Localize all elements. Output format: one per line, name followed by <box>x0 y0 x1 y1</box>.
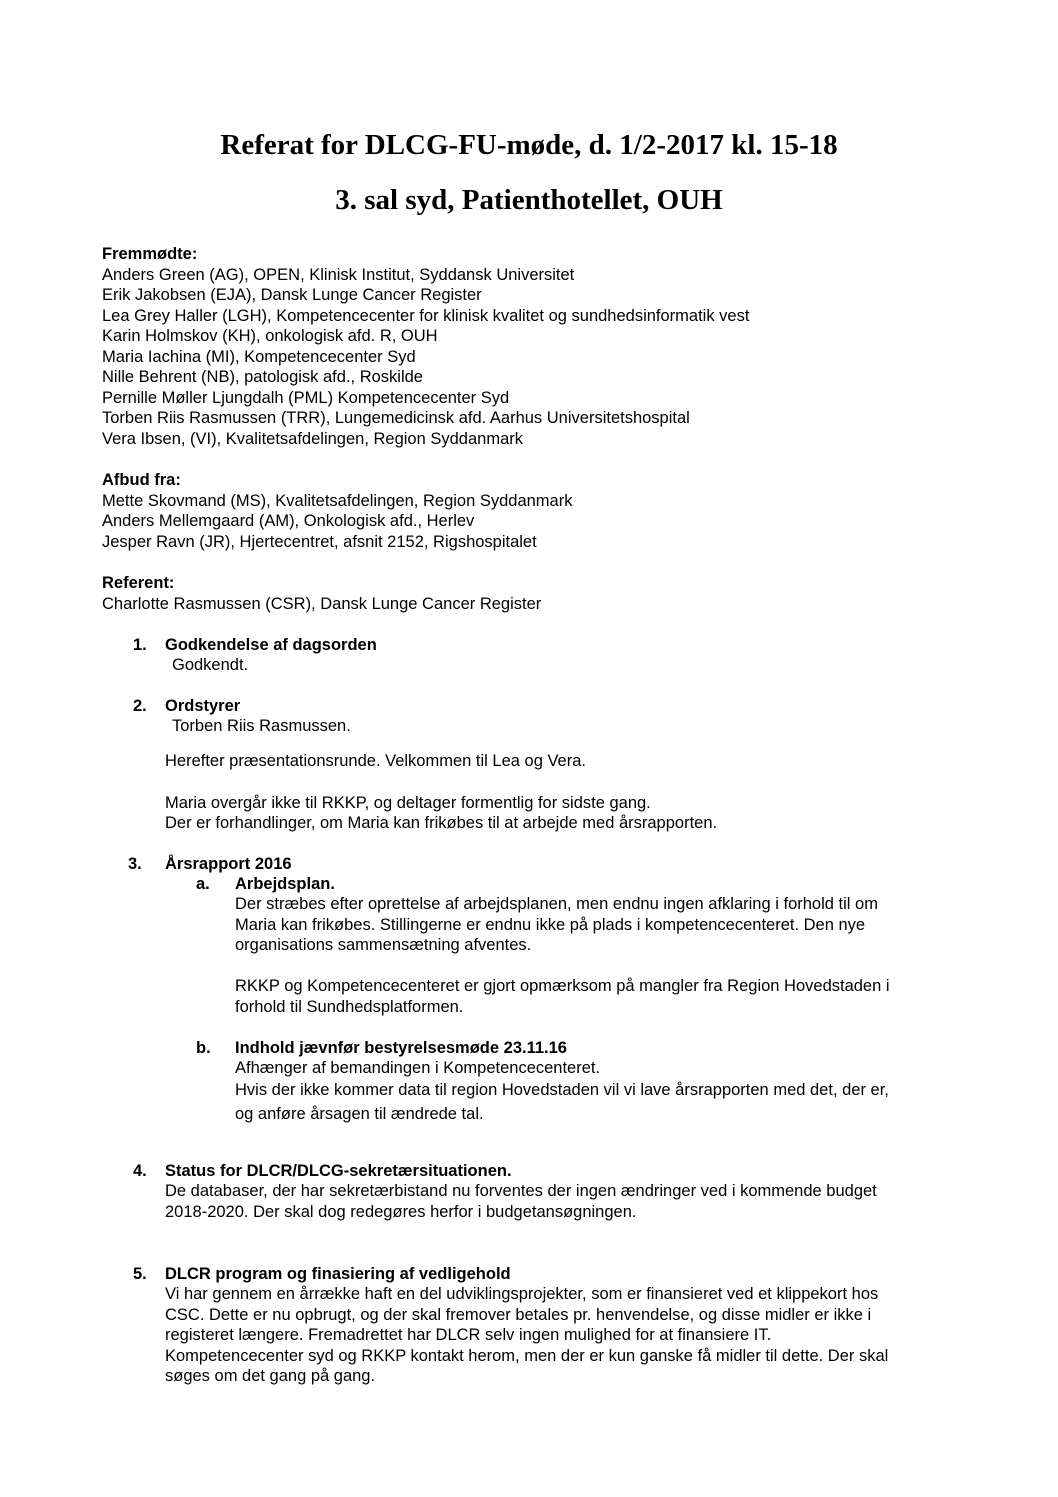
subitem-label: b. <box>196 1039 211 1057</box>
item-title: Godkendelse af dagsorden <box>165 636 377 654</box>
item-number: 1. <box>133 636 147 654</box>
text-line: CSC. Dette er nu opbrugt, og der skal fremover betales pr. henvendelse, og disse midler er ikke i <box>165 1305 872 1324</box>
referent-section <box>102 573 1002 614</box>
item-number: 3. <box>128 855 142 873</box>
item-text <box>165 1181 877 1222</box>
absent-item: Mette Skovmand (MS), Kvalitetsafdelingen, Region Syddanmark <box>102 491 573 510</box>
text-line: 2018-2020. Der skal dog redegøres herfor i budgetansøgningen. <box>165 1202 637 1221</box>
attendee-item: Torben Riis Rasmussen (TRR), Lungemedicinsk afd. Aarhus Universitetshospital <box>102 409 690 427</box>
text-line: Afhænger af bemandingen i Kompetencecenteret. <box>235 1059 601 1077</box>
attendee-item: Vera Ibsen, (VI), Kvalitetsafdelingen, Region Syddanmark <box>102 429 523 448</box>
attendee-item: Maria Iachina (MI), Kompetencecenter Syd <box>102 347 416 366</box>
item-text <box>165 1284 888 1387</box>
text-line: Maria kan frikøbes. Stillingerne er endnu ikke på plads i kompetencecenteret. Den nye <box>235 915 866 934</box>
item-text: Godkendt. <box>172 656 249 674</box>
item-title: DLCR program og finasiering af vedligehold <box>165 1265 511 1283</box>
item-title: Ordstyrer <box>165 697 241 715</box>
text-line: registeret længere. Fremadrettet har DLCR selv ingen mulighed for at finansiere IT. <box>165 1326 772 1344</box>
attendees-heading: Fremmødte: <box>102 245 198 263</box>
attendee-item: Pernille Møller Ljungdalh (PML) Kompetencecenter Syd <box>102 388 510 407</box>
referent-heading: Referent: <box>102 574 175 592</box>
absent-section <box>102 470 1002 552</box>
item-paragraph: Der er forhandlinger, om Maria kan frikøbes til at arbejde med årsrapporten. <box>165 814 718 832</box>
attendees-section <box>102 244 1002 449</box>
subitem-label: a. <box>196 875 210 893</box>
subitem-text <box>235 894 878 956</box>
attendee-item: Nille Behrent (NB), patologisk afd., Roskilde <box>102 368 423 386</box>
text-line: Der stræbes efter oprettelse af arbejdsplanen, men endnu ingen afklaring i forhold til om <box>235 895 878 913</box>
absent-item: Anders Mellemgaard (AM), Onkologisk afd., Herlev <box>102 512 475 530</box>
item-number: 2. <box>133 697 147 715</box>
item-number: 5. <box>133 1265 147 1283</box>
document-subtitle: 3. sal syd, Patienthotellet, OUH <box>335 184 723 216</box>
text-line: forhold til Sundhedsplatformen. <box>235 997 464 1016</box>
text-line: Vi har gennem en årrække haft en del udviklingsprojekter, som er finansieret ved et klippekort hos <box>165 1285 879 1303</box>
item-title: Årsrapport 2016 <box>165 855 292 873</box>
referent-name: Charlotte Rasmussen (CSR), Dansk Lunge Cancer Register <box>102 594 542 613</box>
text-line: RKKP og Kompetencecenteret er gjort opmærksom på mangler fra Region Hovedstaden i <box>235 977 890 995</box>
item-title: Status for DLCR/DLCG-sekretærsituationen. <box>165 1162 512 1180</box>
absent-heading: Afbud fra: <box>102 471 181 489</box>
item-text: Torben Riis Rasmussen. <box>172 717 351 735</box>
text-line: Kompetencecenter syd og RKKP kontakt herom, men der er kun ganske få midler til dette. Der skal <box>165 1346 889 1365</box>
text-line: søges om det gang på gang. <box>165 1367 376 1385</box>
absent-item: Jesper Ravn (JR), Hjertecentret, afsnit 2152, Rigshospitalet <box>102 532 537 551</box>
item-paragraph: Herefter præsentationsrunde. Velkommen til Lea og Vera. <box>165 752 586 770</box>
text-line: Hvis der ikke kommer data til region Hovedstaden vil vi lave årsrapporten med det, der er, <box>235 1081 889 1099</box>
subitem-title: Indhold jævnfør bestyrelsesmøde 23.11.16 <box>235 1039 567 1057</box>
subitem-title: Arbejdsplan. <box>235 875 335 893</box>
subitem-text <box>235 976 890 1017</box>
attendee-item: Anders Green (AG), OPEN, Klinisk Institut, Syddansk Universitet <box>102 265 575 284</box>
attendee-item: Lea Grey Haller (LGH), Kompetencecenter for klinisk kvalitet og sundhedsinformatik vest <box>102 306 750 325</box>
attendee-item: Karin Holmskov (KH), onkologisk afd. R, OUH <box>102 327 438 345</box>
item-paragraph: Maria overgår ikke til RKKP, og deltager formentlig for sidste gang. <box>165 794 651 812</box>
attendee-item: Erik Jakobsen (EJA), Dansk Lunge Cancer Register <box>102 286 482 304</box>
text-line: og anføre årsagen til ændrede tal. <box>235 1105 484 1123</box>
document-title: Referat for DLCG-FU-møde, d. 1/2-2017 kl. 15-18 <box>220 129 838 161</box>
item-number: 4. <box>133 1162 147 1180</box>
text-line: organisations sammensætning afventes. <box>235 936 532 954</box>
text-line: De databaser, der har sekretærbistand nu forventes der ingen ændringer ved i kommende budget <box>165 1182 877 1200</box>
